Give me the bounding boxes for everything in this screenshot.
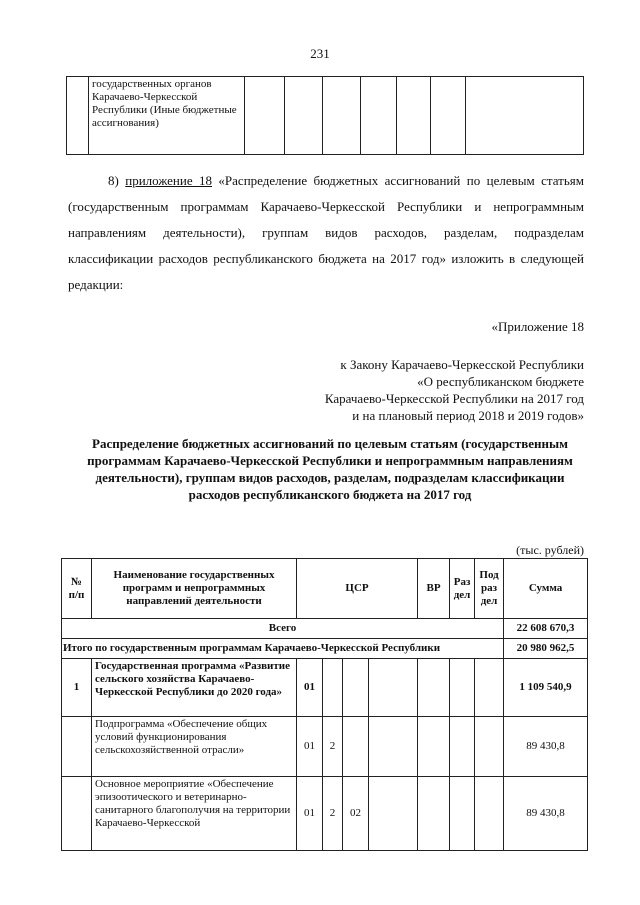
units-label: (тыс. рублей) <box>516 543 584 557</box>
total-value: 22 608 670,3 <box>504 619 588 639</box>
page-number: 231 <box>310 46 330 61</box>
header-num: № п/п <box>62 559 92 619</box>
row-name: Подпрограмма «Обеспечение общих условий функционирования сельскохозяйственной отрасли» <box>92 717 297 777</box>
amendment-paragraph: 8) приложение 18 «Распределение бюджетных ассигнований по целевым статьям (государственным программам Карачаево-Черкесской Республики и непрограммным направлениям деятельности), группам видов расходов, разделам, подразделам классификации расходов республиканского бюджета на 2017 год» изложить в следующей редакции: <box>68 173 584 292</box>
programs-total-label: Итого по государственным программам Карачаево-Черкесской Республики <box>62 639 504 659</box>
total-label: Всего <box>62 619 504 639</box>
row-sum: 1 109 540,9 <box>504 659 588 717</box>
header-podrazdel: Под раз дел <box>475 559 504 619</box>
budget-table <box>61 558 588 851</box>
table-row <box>62 777 588 851</box>
top-table-fragment <box>66 76 584 155</box>
row-name: Основное мероприятие «Обеспечение эпизоотического и ветеринарно-санитарного благополучия на территории Карачаево-Черкесской <box>92 777 297 851</box>
header-vr: ВР <box>418 559 450 619</box>
appendix-label: «Приложение 18 <box>491 319 584 334</box>
row-num: 1 <box>62 659 92 717</box>
appendix-line-2: «О республиканском бюджете <box>417 374 584 389</box>
appendix-line-3: Карачаево-Черкесской Республики на 2017 год <box>324 391 584 406</box>
row-csr-1: 01 <box>297 659 323 717</box>
header-csr: ЦСР <box>297 559 418 619</box>
row-name: Государственная программа «Развитие сельского хозяйства Карачаево-Черкесской Республики до 2020 года» <box>92 659 297 717</box>
row-sum: 89 430,8 <box>504 777 588 851</box>
header-name: Наименование государственных программ и непрограммных направлений деятельности <box>92 559 297 619</box>
row-csr-1: 01 <box>297 777 323 851</box>
table-row <box>62 659 588 717</box>
programs-total-value: 20 980 962,5 <box>504 639 588 659</box>
row-num <box>62 717 92 777</box>
row-sum: 89 430,8 <box>504 717 588 777</box>
programs-total-row <box>62 639 588 659</box>
appendix-line-1: к Закону Карачаево-Черкесской Республики <box>340 357 584 372</box>
row-csr-2: 2 <box>323 717 343 777</box>
top-table-cell <box>67 77 89 155</box>
row-csr-3 <box>343 659 369 717</box>
row-num <box>62 777 92 851</box>
header-sum: Сумма <box>504 559 588 619</box>
row-csr-2: 2 <box>323 777 343 851</box>
table-header-row <box>62 559 588 619</box>
header-razdel: Раз дел <box>450 559 475 619</box>
table-row <box>62 717 588 777</box>
total-row <box>62 619 588 639</box>
appendix-link[interactable]: приложение 18 <box>125 173 213 188</box>
row-csr-3: 02 <box>343 777 369 851</box>
row-csr-2 <box>323 659 343 717</box>
row-csr-3 <box>343 717 369 777</box>
top-table-name-cell: государственных органов Карачаево-Черкесской Республики (Иные бюджетные ассигнования) <box>89 77 245 155</box>
row-csr-1: 01 <box>297 717 323 777</box>
appendix-line-4: и на плановый период 2018 и 2019 годов» <box>352 408 584 423</box>
document-title: Распределение бюджетных ассигнований по целевым статьям (государственным программам Карачаево-Черкесской Республики и непрограммным направлениям деятельности), группам видов расходов, разделам, подразделам классификации расходов республиканского бюджета на 2017 год <box>87 436 573 502</box>
